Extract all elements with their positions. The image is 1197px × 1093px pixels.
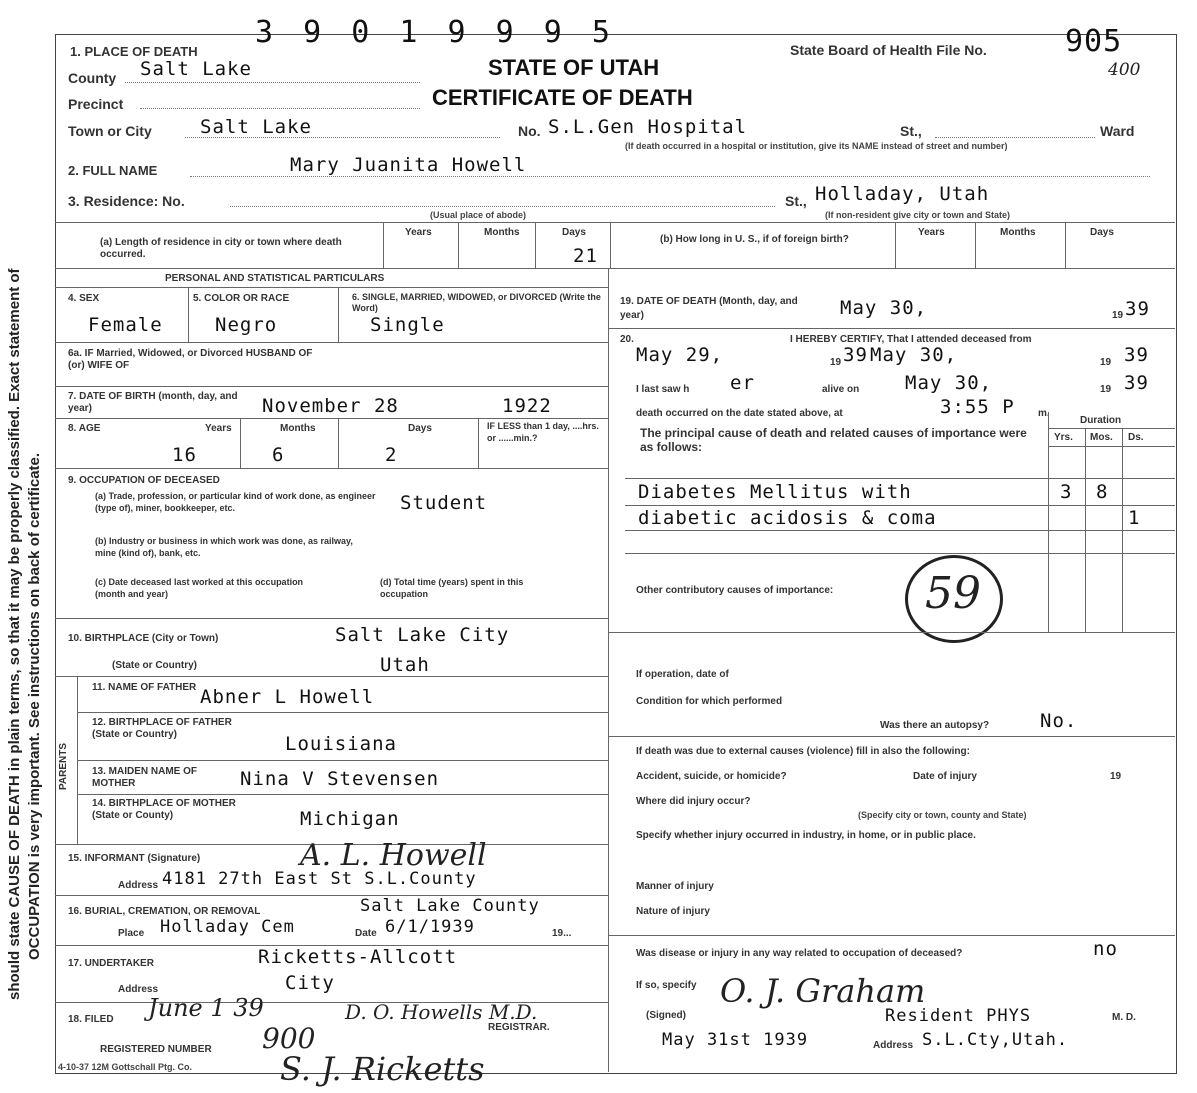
alive-on-label: alive on	[822, 384, 860, 395]
town-value: Salt Lake	[200, 116, 312, 138]
burial-date-end: 19...	[552, 928, 572, 939]
res-months-header: Months	[484, 227, 520, 238]
mother-birthplace: Michigan	[300, 808, 400, 830]
death-date: May 30,	[840, 297, 928, 319]
birthplace-state: Utah	[380, 654, 430, 676]
residence-value: Holladay, Utah	[815, 183, 990, 205]
registrar-label: REGISTRAR.	[488, 1022, 550, 1033]
occupation-value: Student	[400, 492, 488, 514]
length-of-residence-label: (a) Length of residence in city or town where death occurred.	[100, 237, 342, 260]
undertaker-address-label: Address	[118, 984, 159, 995]
age-days-header: Days	[408, 423, 432, 434]
birthplace-label: 10. BIRTHPLACE (City or Town)	[68, 633, 219, 644]
single-value: Single	[370, 314, 445, 336]
signed-date: May 31st 1939	[662, 1030, 809, 1050]
informant-signature: A. L. Howell	[300, 838, 487, 873]
street-label: St.,	[900, 123, 922, 139]
registrar-signature: D. O. Howells M.D.	[345, 1000, 538, 1024]
bottom-signature: S. J. Ricketts	[280, 1050, 485, 1088]
age-label: 8. AGE	[68, 423, 101, 434]
death-year: 39	[1125, 298, 1150, 320]
physician-signature: O. J. Graham	[720, 972, 926, 1010]
dob-label: 7. DATE OF BIRTH (month, day, and year)	[68, 391, 238, 414]
father-birthplace-label: 12. BIRTHPLACE OF FATHER (State or Country)	[92, 717, 232, 740]
attended-from-year: 39	[843, 344, 868, 366]
attended-from: May 29,	[636, 344, 724, 366]
father-label: 11. NAME OF FATHER	[92, 682, 197, 693]
us-days-header: Days	[1090, 227, 1114, 238]
accident-label: Accident, suicide, or homicide?	[636, 771, 787, 782]
attended-to: May 30,	[870, 344, 958, 366]
sex-label: 4. SEX	[68, 293, 100, 304]
county-label: County	[68, 70, 117, 86]
dob-value: November 28	[262, 395, 399, 417]
where-label: Where did injury occur?	[636, 796, 751, 807]
duration-header: Duration	[1080, 415, 1122, 426]
if-so-label: If so, specify	[636, 980, 697, 991]
manner-label: Manner of injury	[636, 881, 714, 892]
alive-date: May 30,	[905, 372, 993, 394]
occupation-a-label: (a) Trade, profession, or particular kind of work done, as engineer (type of), miner, bookkeeper, etc.	[95, 491, 376, 513]
birthplace-state-label: (State or Country)	[112, 660, 197, 671]
related-label: Was disease or injury in any way related to occupation of deceased?	[636, 948, 963, 959]
cause-2-ds: 1	[1128, 507, 1141, 529]
birthplace-city: Salt Lake City	[335, 624, 510, 646]
occupation-d-label: (d) Total time (years) spent in this occupation	[380, 577, 524, 599]
death-time: 3:55 P	[940, 396, 1015, 418]
informant-label: 15. INFORMANT (Signature)	[68, 853, 201, 864]
stamp-circle-number: 59	[925, 568, 981, 619]
county-value: Salt Lake	[140, 58, 252, 80]
injury-year-prefix: 19	[1110, 771, 1122, 782]
hospital-note: (If death occurred in a hospital or institution, give its NAME instead of street and number)	[625, 141, 1008, 151]
last-saw-pronoun: er	[730, 372, 755, 394]
burial-date-label: Date	[355, 928, 377, 939]
physician-address-label: Address	[873, 1040, 914, 1051]
cause-1-mos: 8	[1096, 481, 1109, 503]
precinct-label: Precinct	[68, 96, 124, 112]
external-label: If death was due to external causes (violence) fill in also the following:	[636, 746, 970, 757]
filed-value: June 1 39	[148, 994, 264, 1022]
autopsy-label: Was there an autopsy?	[880, 720, 990, 731]
attended-to-year: 39	[1124, 344, 1149, 366]
age-months-header: Months	[280, 423, 316, 434]
autopsy-value: No.	[1040, 710, 1078, 732]
father-value: Abner L Howell	[200, 686, 375, 708]
file-number-sub: 400	[1108, 60, 1141, 80]
duration-mos: Mos.	[1090, 432, 1113, 443]
physician-title: Resident PHYS	[885, 1006, 1032, 1026]
res-years-header: Years	[405, 227, 432, 238]
filed-label: 18. FILED	[68, 1014, 114, 1025]
ward-label: Ward	[1100, 123, 1135, 139]
age-years-header: Years	[205, 423, 232, 434]
father-birthplace: Louisiana	[285, 733, 397, 755]
full-name-label: 2. FULL NAME	[68, 163, 158, 178]
cause-label: The principal cause of death and related causes of importance were as follows:	[640, 426, 1027, 454]
single-label: 6. SINGLE, MARRIED, WIDOWED, or DIVORCED (Write the Word)	[352, 292, 601, 313]
duration-yrs: Yrs.	[1054, 432, 1073, 443]
color-label: 5. COLOR OR RACE	[193, 293, 290, 304]
occupation-label: 9. OCCUPATION OF DECEASED	[68, 475, 220, 486]
state-title: STATE OF UTAH	[488, 55, 660, 80]
res-days-header: Days	[562, 227, 586, 238]
alive-year-prefix: 19	[1100, 384, 1112, 395]
cause-1-yrs: 3	[1060, 481, 1073, 503]
no-label: No.	[518, 123, 541, 139]
side-instructions-line-2: OCCUPATION is very important. See instructions on back of certificate.	[26, 452, 43, 960]
attended-to-prefix: 19	[1100, 357, 1112, 368]
death-time-m: m.	[1038, 408, 1050, 419]
side-instructions-line-1: should state CAUSE OF DEATH in plain terms, so that it may be properly classified. Exact statement of	[6, 268, 23, 1000]
last-saw-label: I last saw h	[636, 384, 690, 395]
registered-number-label: REGISTERED NUMBER	[100, 1044, 212, 1055]
serial-number: 3 9 0 1 9 9 9 5	[255, 15, 616, 50]
attended-from-prefix: 19	[830, 357, 842, 368]
undertaker-address: City	[285, 972, 335, 994]
file-number-label: State Board of Health File No.	[790, 42, 987, 58]
mother-birthplace-label: 14. BIRTHPLACE OF MOTHER (State or County)	[92, 798, 236, 821]
occupation-b-label: (b) Industry or business in which work was done, as railway, mine (kind of), bank, etc.	[95, 536, 353, 558]
age-months: 6	[272, 444, 285, 466]
registered-number: 900	[262, 1022, 316, 1055]
certificate-title: CERTIFICATE OF DEATH	[432, 85, 693, 110]
death-year-prefix: 19	[1112, 310, 1124, 321]
undertaker-value: Ricketts-Allcott	[258, 946, 458, 968]
certify-label: I HEREBY CERTIFY, That I attended deceased from	[790, 334, 1032, 345]
town-label: Town or City	[68, 123, 152, 139]
undertaker-label: 17. UNDERTAKER	[68, 958, 154, 969]
us-residence-label: (b) How long in U. S., if of foreign birth?	[660, 234, 849, 245]
less-than-label: IF LESS than 1 day, ....hrs. or ......min.?	[487, 421, 599, 443]
informant-address: 4181 27th East St S.L.County	[162, 869, 477, 889]
spouse-label: 6a. IF Married, Widowed, or Divorced HUSBAND OF (or) WIFE OF	[68, 348, 313, 371]
other-causes-label: Other contributory causes of importance:	[636, 585, 834, 596]
personal-heading: PERSONAL AND STATISTICAL PARTICULARS	[165, 273, 385, 284]
residence-st-label: St.,	[785, 193, 807, 209]
where-note: (Specify city or town, county and State)	[858, 810, 1027, 820]
printer-imprint: 4-10-37 12M Gottschall Ptg. Co.	[58, 1062, 193, 1072]
cause-1: Diabetes Mellitus with	[638, 481, 912, 503]
burial-date: 6/1/1939	[385, 917, 475, 937]
residence-note-1: (Usual place of abode)	[430, 210, 527, 220]
injury-date-label: Date of injury	[913, 771, 977, 782]
hospital-value: S.L.Gen Hospital	[548, 116, 748, 138]
burial-place-label: Place	[118, 928, 145, 939]
occupation-c-label: (c) Date deceased last worked at this occupation (month and year)	[95, 577, 304, 599]
condition-label: Condition for which performed	[636, 696, 783, 707]
specify-label: Specify whether injury occurred in industry, in home, or in public place.	[636, 830, 976, 841]
duration-ds: Ds.	[1128, 432, 1144, 443]
parents-side-label: PARENTS	[58, 742, 69, 790]
full-name-value: Mary Juanita Howell	[290, 154, 527, 176]
signed-label: (Signed)	[646, 1010, 686, 1021]
cause-2: diabetic acidosis & coma	[638, 507, 937, 529]
color-value: Negro	[215, 314, 278, 336]
mother-value: Nina V Stevensen	[240, 768, 440, 790]
informant-address-label: Address	[118, 880, 159, 891]
sex-value: Female	[88, 314, 163, 336]
place-label: 1. PLACE OF DEATH	[70, 44, 198, 59]
alive-year: 39	[1124, 372, 1149, 394]
related-value: no	[1093, 938, 1118, 960]
res-days-value: 21	[573, 245, 598, 267]
mother-label: 13. MAIDEN NAME OF MOTHER	[92, 766, 198, 789]
burial-label: 16. BURIAL, CREMATION, OR REMOVAL	[68, 906, 261, 917]
physician-md: M. D.	[1112, 1012, 1136, 1023]
us-months-header: Months	[1000, 227, 1036, 238]
file-number: 905	[1065, 24, 1123, 59]
age-days: 2	[385, 444, 398, 466]
age-years: 16	[172, 444, 197, 466]
burial-value: Salt Lake County	[360, 896, 540, 916]
residence-note-2: (If non-resident give city or town and State)	[825, 210, 1011, 220]
nature-label: Nature of injury	[636, 906, 710, 917]
physician-address: S.L.Cty,Utah.	[922, 1030, 1069, 1050]
certify-number: 20.	[620, 334, 634, 345]
duration-box	[1048, 412, 1175, 632]
death-date-label: 19. DATE OF DEATH (Month, day, and year)	[620, 296, 798, 321]
dob-year: 1922	[502, 395, 552, 417]
us-years-header: Years	[918, 227, 945, 238]
residence-label: 3. Residence: No.	[68, 193, 185, 209]
burial-place: Holladay Cem	[160, 917, 295, 937]
operation-label: If operation, date of	[636, 669, 729, 680]
occurred-label: death occurred on the date stated above, at	[636, 408, 843, 419]
